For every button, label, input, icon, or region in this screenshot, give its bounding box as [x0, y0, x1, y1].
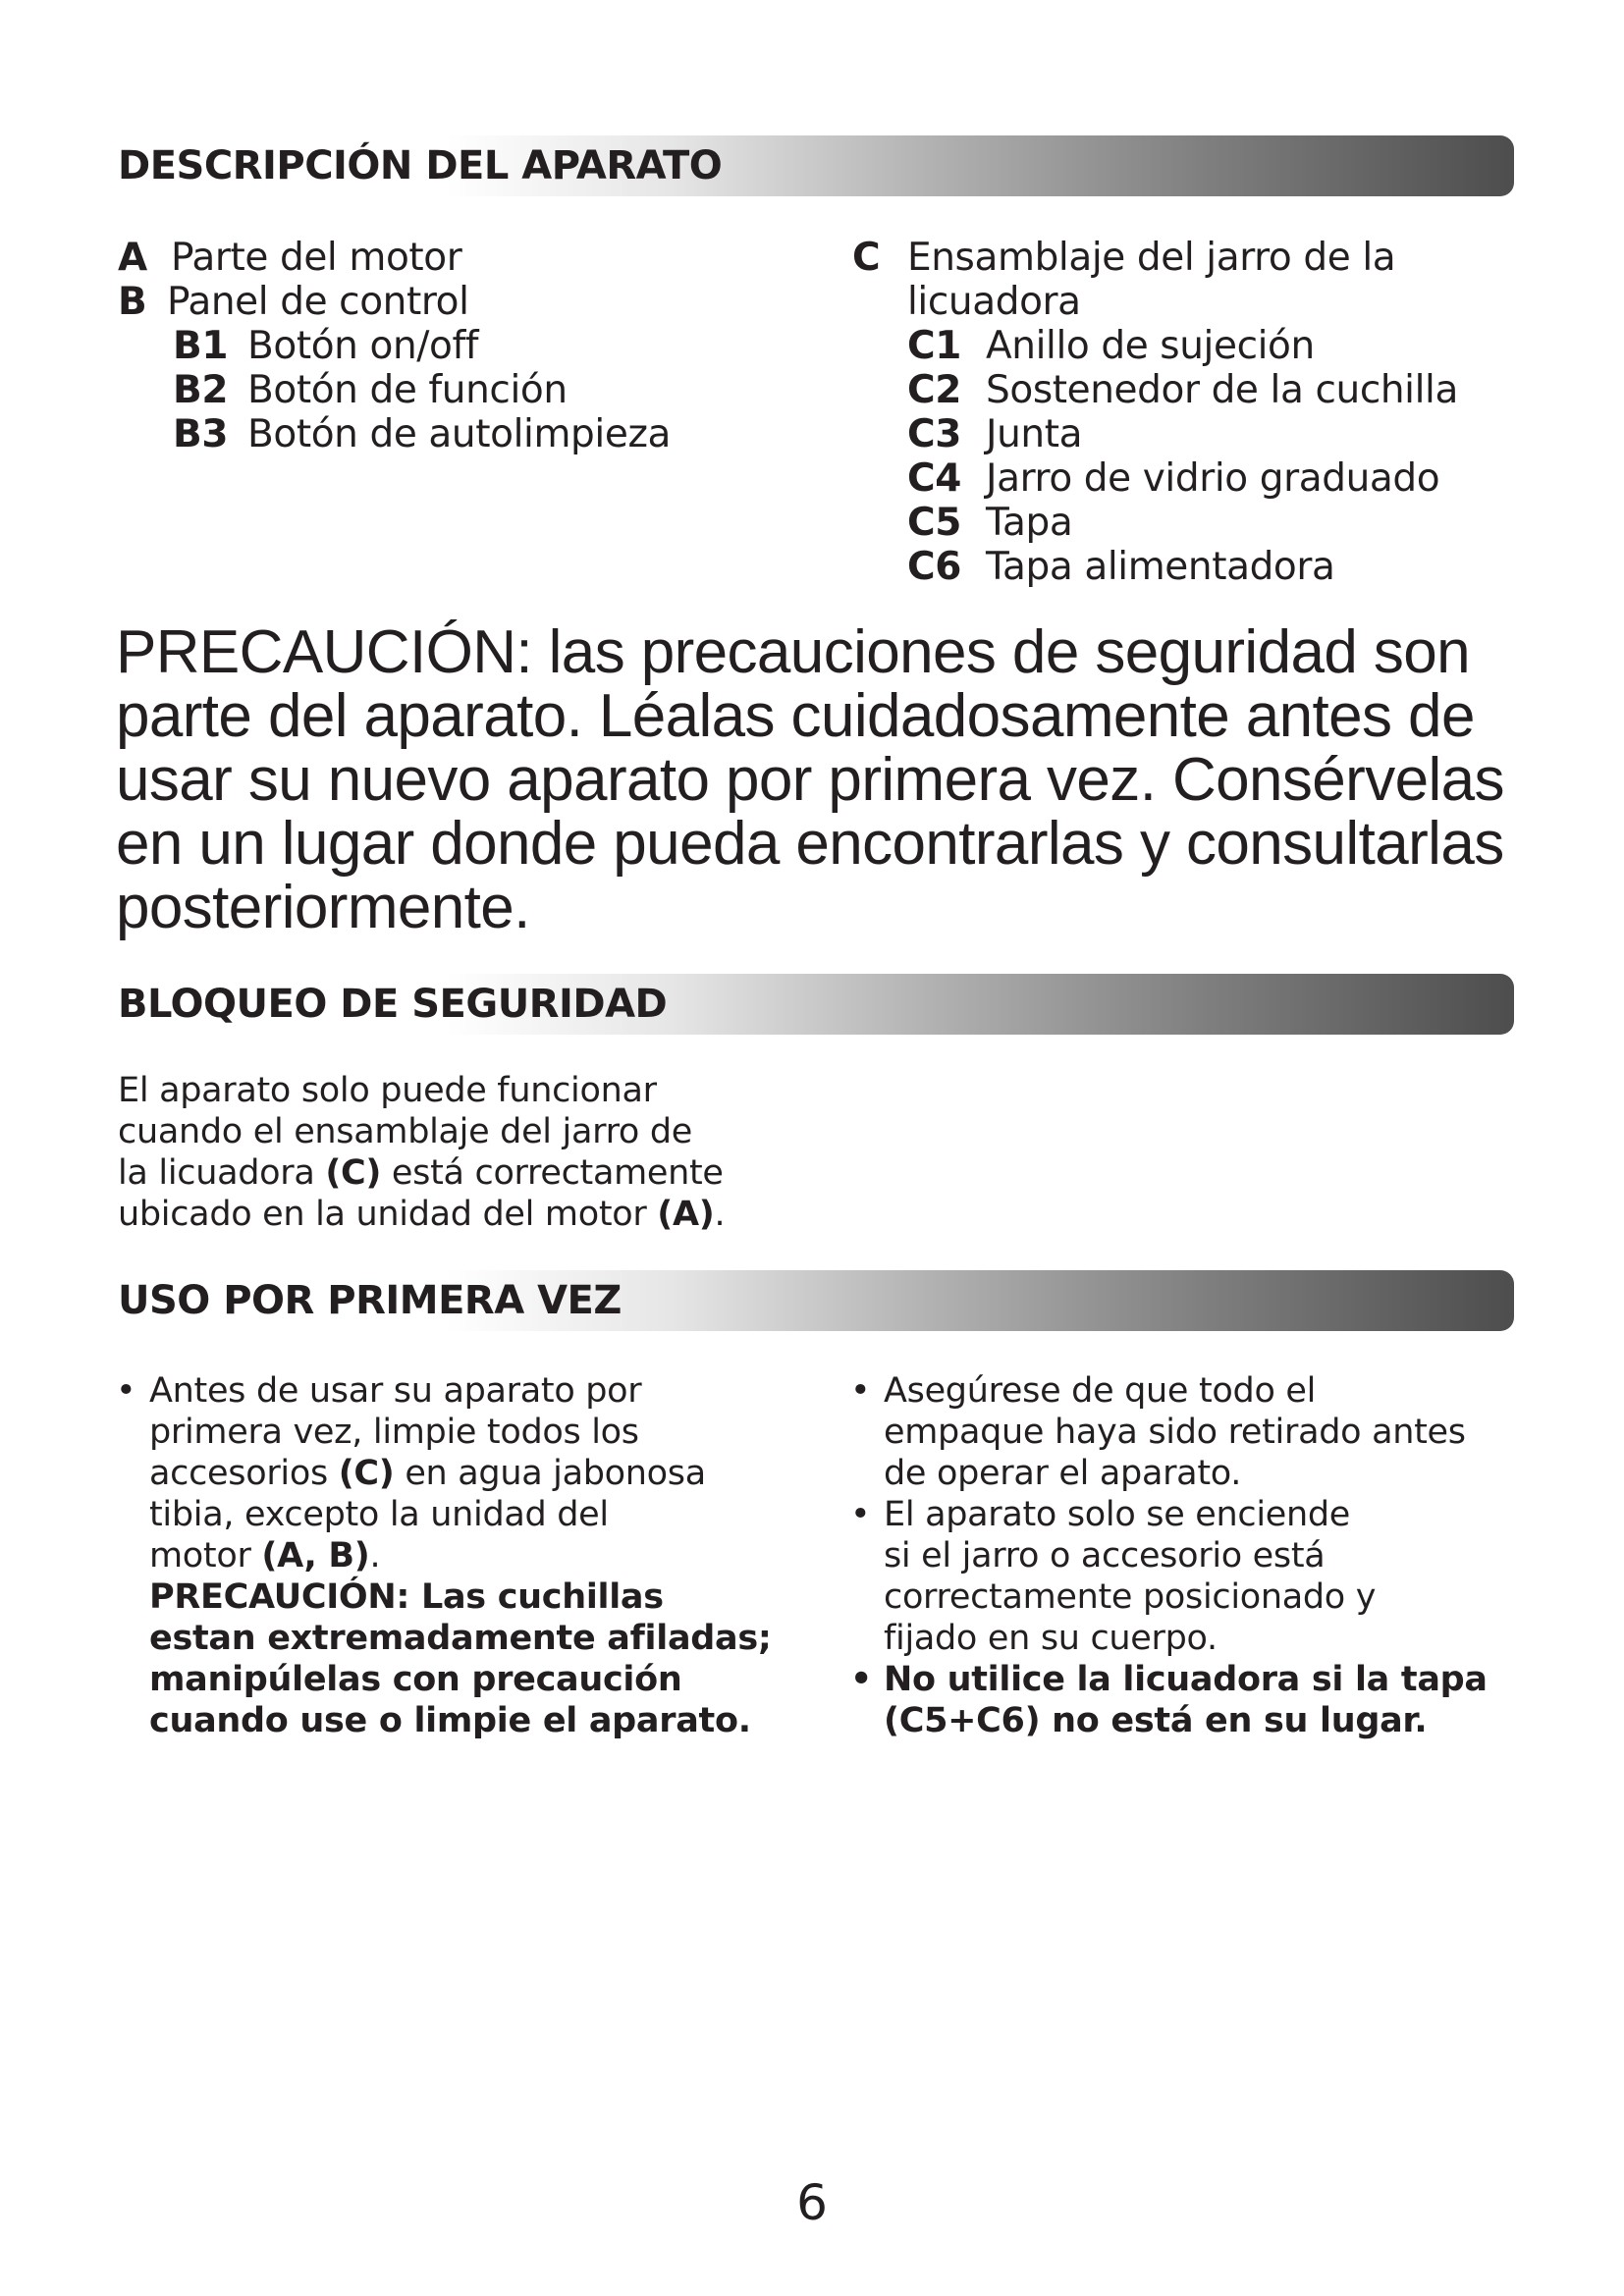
caution-paragraph: PRECAUCIÓN: las precauciones de seguridad son parte del aparato. Léalas cuidadosamente antes de usar su nuevo aparato por primera vez. Consérvelas en un lugar donde pueda encontrarlas y consultarlas posteriormente.: [116, 618, 1504, 941]
page-number: 6: [796, 2174, 828, 2231]
section-title: USO POR PRIMERA VEZ: [118, 1278, 622, 1323]
section-header-description: [108, 135, 1514, 196]
safety-lock-text: El aparato solo puede funcionar cuando el ensamblaje del jarro de la licuadora (C) está correctamente ubicado en la unidad del motor (A).: [118, 1071, 726, 1234]
list-item: B2 Botón de función: [173, 368, 568, 412]
section-title: BLOQUEO DE SEGURIDAD: [118, 982, 668, 1027]
list-item: • Asegúrese de que todo el empaque haya sido retirado antes de operar el aparato.: [850, 1371, 1466, 1493]
list-item: • Antes de usar su aparato por primera vez, limpie todos los accesorios (C) en agua jabonosa tibia, excepto la unidad del motor (A, B). PRECAUCIÓN: Las cuchillas estan extremadamente afiladas; manipúlelas con precaución cuando use o limpie el aparato.: [116, 1371, 772, 1740]
list-item: B3 Botón de autolimpieza: [173, 412, 672, 456]
list-item: C1 Anillo de sujeción: [907, 324, 1315, 368]
bullet-icon: •: [850, 1495, 871, 1534]
list-item: C5 Tapa: [907, 501, 1073, 545]
first-use-left-list: [116, 1370, 803, 1741]
parts-list-left: [118, 236, 805, 456]
parts-list-right: [852, 236, 1540, 589]
section-header-safety-lock: [108, 974, 1514, 1035]
bullet-icon: •: [850, 1660, 873, 1699]
list-item: C4 Jarro de vidrio graduado: [907, 456, 1440, 501]
list-item: C6 Tapa alimentadora: [907, 545, 1335, 589]
bullet-icon: •: [850, 1371, 871, 1411]
list-item: B1 Botón on/off: [173, 324, 479, 368]
list-item: A Parte del motor: [118, 236, 462, 280]
section-header-first-use: [108, 1270, 1514, 1331]
list-item: C Ensamblaje del jarro de la: [852, 236, 1396, 280]
list-item: C2 Sostenedor de la cuchilla: [907, 368, 1458, 412]
list-item: licuadora: [907, 280, 1081, 324]
list-item: • El aparato solo se enciende si el jarro o accesorio está correctamente posicionado y fijado en su cuerpo.: [850, 1495, 1377, 1658]
section-title: DESCRIPCIÓN DEL APARATO: [118, 143, 723, 188]
list-item: B Panel de control: [118, 280, 469, 324]
list-item: • No utilice la licuadora si la tapa (C5+C6) no está en su lugar.: [850, 1660, 1488, 1740]
list-item: C3 Junta: [907, 412, 1083, 456]
first-use-right-list: [850, 1370, 1557, 1741]
bullet-icon: •: [116, 1371, 136, 1411]
